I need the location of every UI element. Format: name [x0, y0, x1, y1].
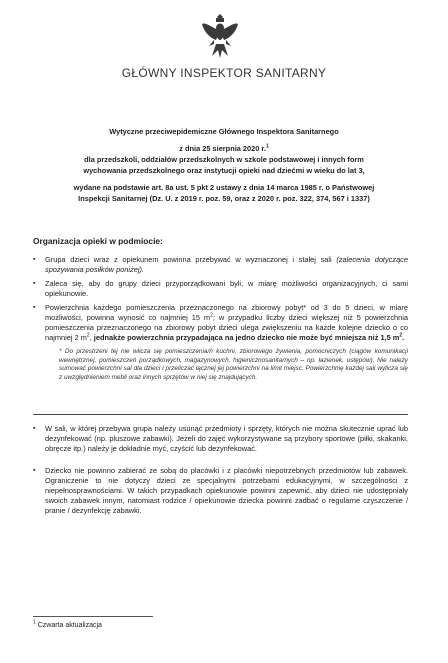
divider [33, 414, 408, 415]
bullet-list [33, 424, 408, 525]
item-text: Dziecko nie powinno zabierać ze sobą do placówki i z placówki niepotrzebnych przedmiotów lub zabawek. Ograniczenie to nie dotyczy dzieci ze specjalnymi potrzebami edukacyjnymi, w szczególności z niepełnosprawnościami. W takich przypadkach opiekunowie powinni zapewnić, aby dzieci nie udostępniały swoich zabawek innym, natomiast rodzice / opiekunowie dziecka powinni zadbać o regularne czyszczenie / pranie / dezynfekcję zabawki. [45, 466, 408, 515]
title-line: Inspekcji Sanitarnej (Dz. U. z 2019 r. poz. 59, oraz z 2020 r. poz. 322, 374, 567 i 1337) [78, 194, 370, 203]
list-item [33, 255, 408, 275]
item-emphasis: jednakże powierzchnia przypadająca na jedno dziecko nie może być mniejsza niż 1,5 m [93, 333, 400, 342]
superscript: 2 [86, 332, 90, 339]
item-text: ; w przypadku liczby dzieci większej niż 5 powierzchnia pomieszczenia przeznaczonego na zbiorowy pobyt dzieci ulega zwiększeniu na każde kolejne dziecko o co najmniej 2 m [45, 313, 408, 342]
footnote-text: Czwarta aktualizacja [35, 622, 102, 629]
bullet-list [33, 255, 408, 386]
item-text: Zaleca się, aby do grupy dzieci przyporządkowani byli, w miarę możliwości organizacyjnych, ci sami opiekunowie. [45, 279, 408, 298]
bullet-icon: ▪ [33, 304, 36, 311]
item-text: W sali, w której przebywa grupa należy usunąć przedmioty i sprzęty, których nie można skutecznie uprać lub dezynfekować (np. pluszowe zabawki). Jeżeli do zajęć wykorzystywane są przybory sportowe (piłki, skakanki, obręcze itp.) należy je dokładnie myć, czyścić lub dezynfekować. [45, 424, 408, 453]
item-text: Powierzchnia każdego pomieszczenia przeznaczonego na zbiorowy pobyt* od 3 do 5 dzieci, w miarę możliwości, powinna wynosić co najmniej 15 m [45, 303, 408, 322]
superscript: 2 [210, 312, 213, 319]
title-line: dla przedszkoli, oddziałów przedszkolnych w szkole podstawowej i innych form [84, 155, 364, 164]
list-item [33, 466, 408, 516]
institution-name: GŁÓWNY INSPEKTOR SANITARNY [121, 66, 327, 80]
title-date-line [40, 143, 408, 154]
footnote-ref: 1 [265, 143, 269, 150]
title-line: wydane na podstawie art. 8a ust. 5 pkt 2 ustawy z dnia 14 marca 1985 r. o Państwowej [73, 183, 375, 192]
title-line: Wytyczne przeciwepidemiczne Głównego Inspektora Sanitarnego [109, 127, 339, 136]
item-text: Grupa dzieci wraz z opiekunem powinna przebywać w wyznaczonej i stałej sali [45, 255, 337, 264]
footnote [33, 619, 102, 629]
section-heading: Organizacja opieki w podmiocie: [33, 236, 163, 246]
bullet-icon: ▪ [33, 467, 36, 474]
title-date: z dnia 25 sierpnia 2020 r. [179, 144, 266, 153]
item-emphasis: . [402, 333, 405, 342]
footnote-number: 1 [33, 619, 36, 626]
polish-eagle-emblem-icon [202, 14, 238, 60]
list-item [33, 424, 408, 454]
bullet-icon: ▪ [33, 256, 36, 263]
list-item [33, 303, 408, 382]
document-title [40, 126, 408, 204]
superscript: 2 [399, 332, 403, 339]
item-note: (zalecenia dotyczące spożywania posiłków poniżej). [45, 255, 408, 274]
list-item [33, 279, 408, 299]
bullet-icon: ▪ [33, 280, 36, 287]
footnote-rule [33, 616, 153, 617]
area-note: * Do przestrzeni tej nie wlicza się pomieszczenia/ń kuchni, zbiorowego żywienia, pomocniczych (ciągów komunikacji wewnętrznej, pomieszczeń porządkowych, magazynowych, higienicznosanitarnych – np. łazienek, ustępów). Nie należy sumować powierzchni sal dla dzieci i przeliczać łącznej jej powierzchni na limit miejsc. Powierzchnię każdej sali wylicza się z uwzględnieniem mebli oraz innych sprzętów w niej się znajdujących. [59, 348, 408, 381]
bullet-icon: ▪ [33, 425, 36, 432]
title-line: wychowania przedszkolnego oraz instytucji opieki nad dziećmi w wieku do lat 3, [83, 166, 365, 175]
item-text: , [89, 333, 94, 342]
